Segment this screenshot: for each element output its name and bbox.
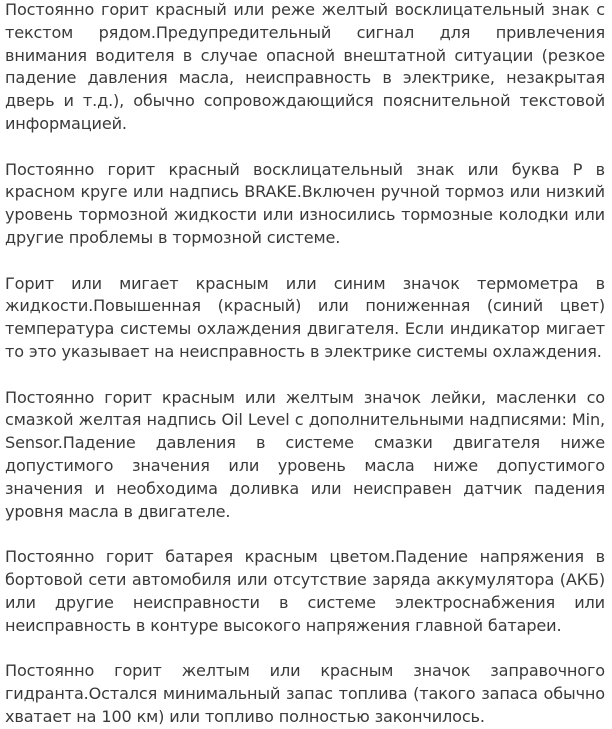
paragraph-brake-system: Постоянно горит красный восклицательный знак или буква Р в красном круге или надпись BRAKE.Включен ручной тормоз или низкий уровень тормозной жидкости или износились тормозные колодки или другие проблемы в тормозной системе. xyxy=(5,159,605,247)
paragraph-warning-exclamation: Постоянно горит красный или реже желтый восклицательный знак с текстом рядом.Предупредительный сигнал для привлечения внимания водителя в случае опасной внештатной ситуации (резкое падение давления масла, неисправность в электрике, незакрытая дверь и т.д.), обычно сопровождающийся пояснительной текстовой информацией. xyxy=(5,0,605,133)
paragraph-oil-pressure: Постоянно горит красным или желтым значок лейки, масленки со смазкой желтая надпись Oil Level с дополнительными надписями: Min, Sensor.Падение давления в системе смазки двигателя ниже допустимого значения или уровень масла ниже допустимого значения и необходима доливка или неисправен датчик падения уровня масла в двигателе. xyxy=(5,387,605,521)
paragraph-fuel-level: Постоянно горит желтым или красным значок заправочного гидранта.Остался минимальный запас топлива (такого запаса обычно хватает на 100 км) или топливо полностью закончилось. xyxy=(5,661,605,726)
paragraph-coolant-temperature: Горит или мигает красным или синим значок термометра в жидкости.Повышенная (красный) или пониженная (синий цвет) температура системы охлаждения двигателя. Если индикатор мигает то это указывает на неисправность в электрике системы охлаждения. xyxy=(5,273,605,361)
paragraph-battery: Постоянно горит батарея красным цветом.Падение напряжения в бортовой сети автомобиля или отсутствие заряда аккумулятора (АКБ) или другие неисправности в системе электроснабжения или неисправность в контуре высокого напряжения главной батареи. xyxy=(5,547,605,635)
